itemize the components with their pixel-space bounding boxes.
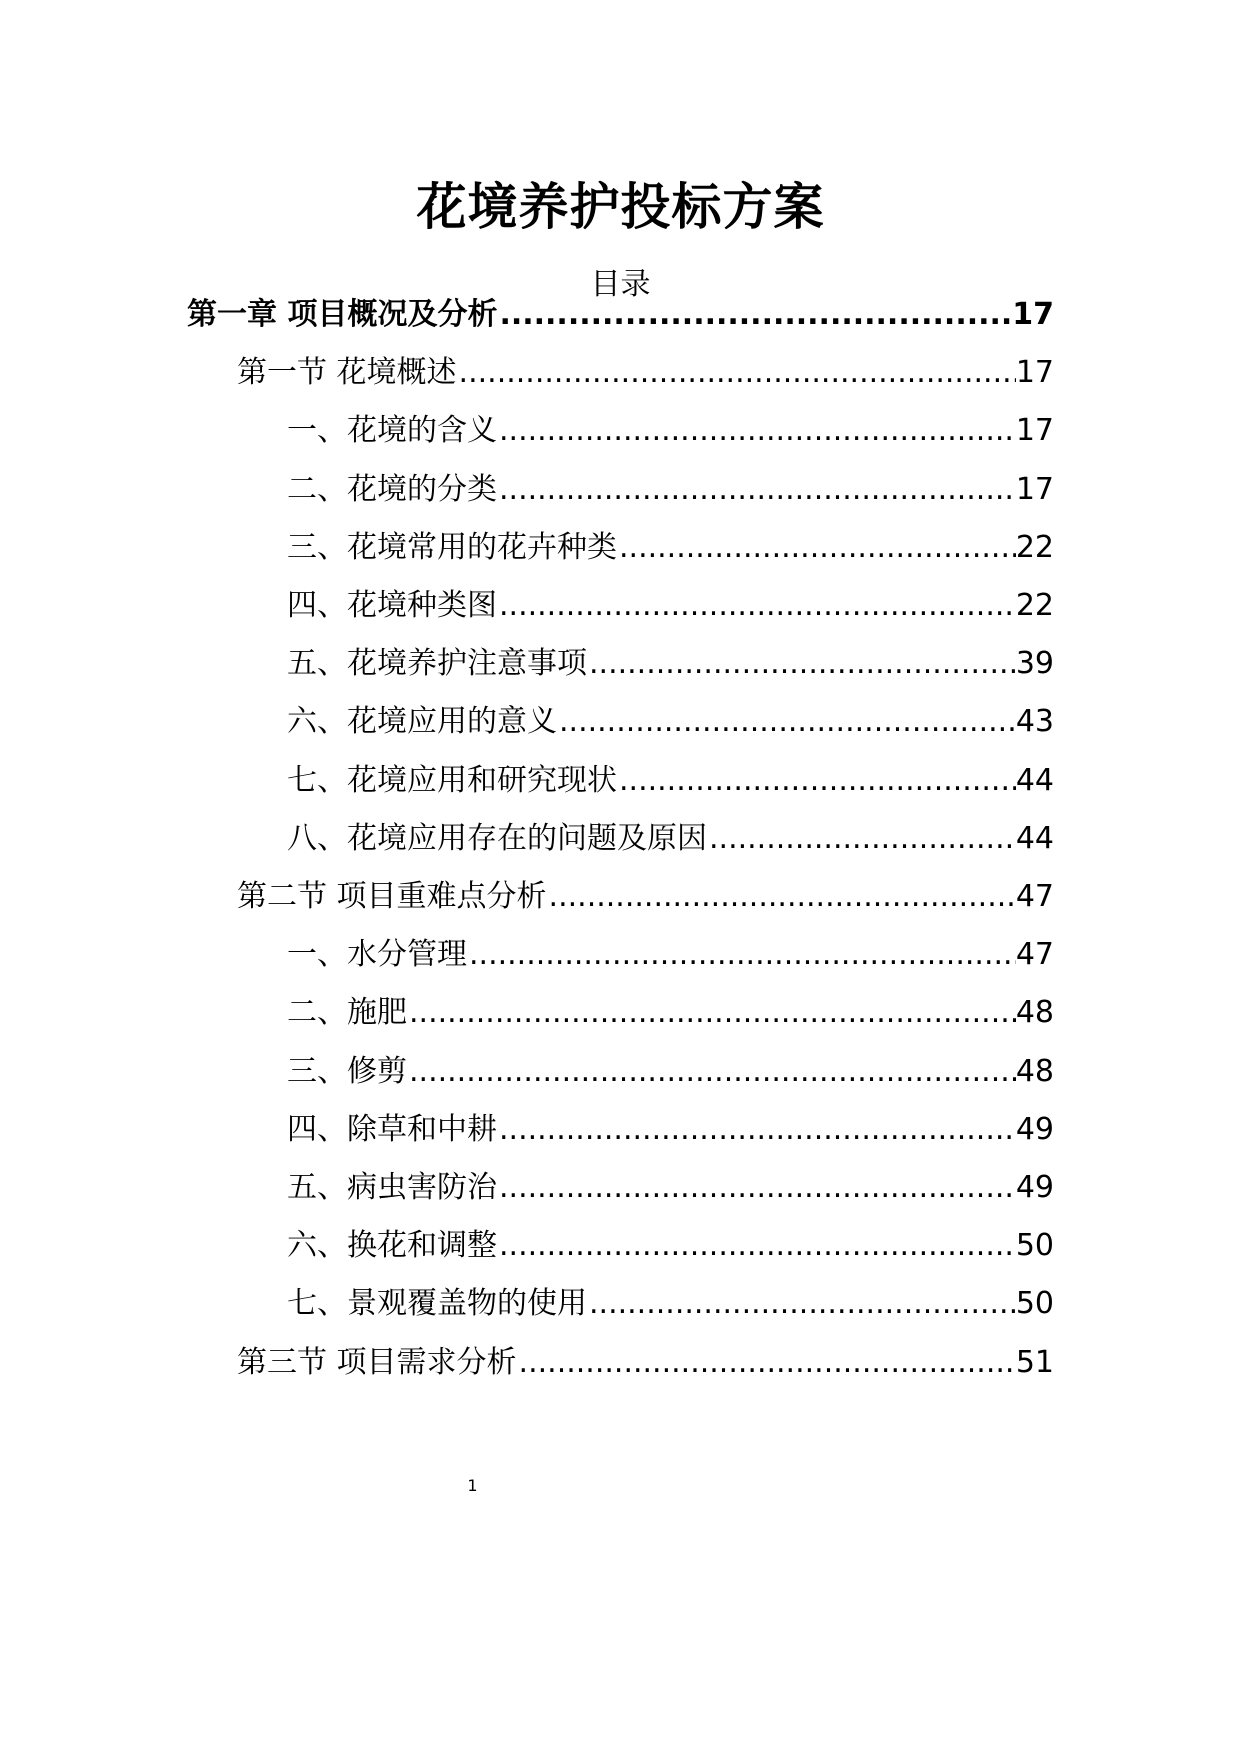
toc-entry-page: 22 — [1015, 529, 1054, 565]
toc-entry-label: 三、花境常用的花卉种类 — [287, 529, 617, 565]
toc-entry[interactable] — [187, 293, 1054, 337]
document-title: 花境养护投标方案 — [416, 178, 825, 236]
toc-entry-label: 六、换花和调整 — [287, 1228, 497, 1264]
toc-entry-label: 第一章 项目概况及分析 — [187, 297, 498, 332]
toc-entry[interactable] — [287, 700, 1054, 744]
toc-dot-leader — [547, 875, 1016, 919]
toc-entry-page: 48 — [1015, 1053, 1054, 1089]
toc-entry[interactable] — [287, 1224, 1054, 1268]
toc-entry-page: 44 — [1015, 820, 1054, 856]
toc-entry-page: 48 — [1015, 995, 1054, 1031]
toc-dot-leader — [407, 1050, 1016, 1094]
toc-entry[interactable] — [287, 468, 1054, 512]
toc-entry-label: 二、施肥 — [287, 995, 407, 1031]
toc-dot-leader — [497, 1108, 1016, 1152]
toc-dot-leader — [617, 759, 1016, 803]
toc-entry-page: 50 — [1015, 1286, 1054, 1322]
toc-dot-leader — [517, 1341, 1016, 1385]
toc-entry[interactable] — [287, 526, 1054, 570]
toc-entry-page: 17 — [1015, 413, 1054, 449]
toc-dot-leader — [467, 933, 1016, 977]
toc-dot-leader — [407, 991, 1016, 1035]
toc-entry-label: 二、花境的分类 — [287, 471, 497, 507]
toc-entry-page: 17 — [1012, 297, 1054, 332]
toc-entry[interactable] — [237, 875, 1054, 919]
toc-dot-leader — [497, 468, 1016, 512]
toc-entry[interactable] — [237, 351, 1054, 395]
toc-entry-page: 39 — [1015, 646, 1054, 682]
toc-entry[interactable] — [287, 1166, 1054, 1210]
toc-entry-page: 17 — [1015, 471, 1054, 507]
toc-dot-leader — [497, 584, 1016, 628]
toc-entry-page: 17 — [1015, 355, 1054, 391]
toc-entry[interactable] — [287, 933, 1054, 977]
toc-entry-label: 七、花境应用和研究现状 — [287, 762, 617, 798]
toc-entry[interactable] — [287, 991, 1054, 1035]
toc-entry[interactable] — [287, 1108, 1054, 1152]
page-number: 1 — [467, 1476, 478, 1495]
toc-entry-page: 49 — [1015, 1111, 1054, 1147]
toc-entry-label: 七、景观覆盖物的使用 — [287, 1286, 587, 1322]
toc-dot-leader — [557, 700, 1016, 744]
toc-entry-label: 八、花境应用存在的问题及原因 — [287, 820, 707, 856]
toc-entry-label: 一、花境的含义 — [287, 413, 497, 449]
toc-dot-leader — [707, 817, 1016, 861]
toc-entry-label: 第三节 项目需求分析 — [237, 1344, 517, 1380]
toc-dot-leader — [457, 351, 1016, 395]
toc-heading: 目录 — [590, 267, 651, 302]
toc-entry[interactable] — [287, 642, 1054, 686]
toc-entry[interactable] — [287, 409, 1054, 453]
toc-dot-leader — [497, 1224, 1016, 1268]
toc-entry-page: 47 — [1015, 937, 1054, 973]
toc-entry-label: 四、花境种类图 — [287, 588, 497, 623]
toc-dot-leader — [617, 526, 1016, 570]
toc-dot-leader — [587, 642, 1016, 686]
toc-entry-label: 第一节 花境概述 — [237, 355, 457, 391]
toc-entry[interactable] — [287, 1282, 1054, 1326]
toc-entry[interactable] — [287, 817, 1054, 861]
toc-entry[interactable] — [237, 1341, 1054, 1385]
toc-dot-leader — [587, 1282, 1016, 1326]
toc-entry-label: 一、水分管理 — [287, 937, 467, 973]
toc-dot-leader — [497, 409, 1016, 453]
toc-entry-label: 六、花境应用的意义 — [287, 704, 557, 740]
toc-entry-page: 43 — [1015, 704, 1054, 740]
toc-entry-page: 51 — [1015, 1344, 1054, 1380]
toc-entry-page: 22 — [1015, 588, 1054, 623]
toc-dot-leader — [497, 1166, 1016, 1210]
toc-entry-page: 49 — [1015, 1170, 1054, 1205]
toc-entry[interactable] — [287, 584, 1054, 628]
toc-entry-label: 第二节 项目重难点分析 — [237, 879, 547, 914]
toc-entry-label: 四、除草和中耕 — [287, 1111, 497, 1147]
toc-entry[interactable] — [287, 759, 1054, 803]
toc-entry-page: 50 — [1015, 1228, 1054, 1264]
toc-entry-label: 五、病虫害防治 — [287, 1170, 497, 1205]
toc-dot-leader — [497, 293, 1012, 337]
toc-entry-page: 47 — [1015, 879, 1054, 914]
toc-entry-label: 五、花境养护注意事项 — [287, 646, 587, 682]
toc-entry[interactable] — [287, 1050, 1054, 1094]
toc-entry-label: 三、修剪 — [287, 1053, 407, 1089]
toc-entry-page: 44 — [1015, 762, 1054, 798]
